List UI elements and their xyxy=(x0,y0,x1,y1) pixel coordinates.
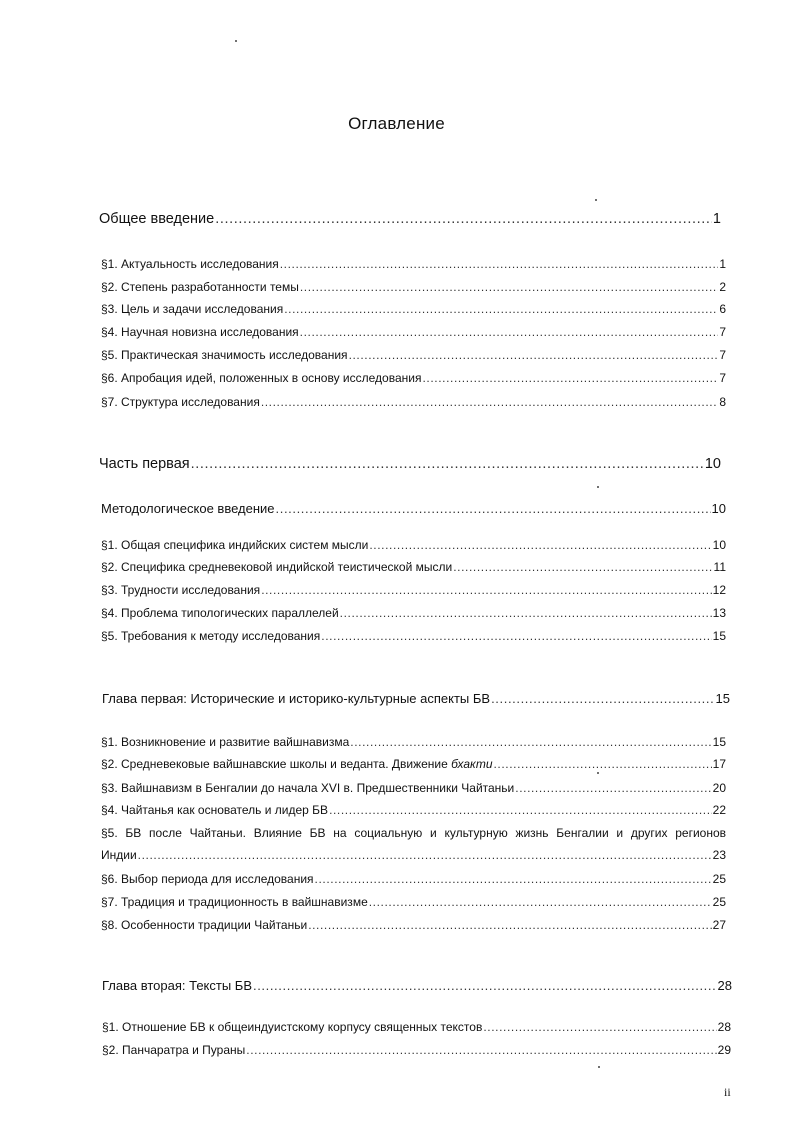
toc-label: §4. Проблема типологических параллелей xyxy=(101,606,339,620)
toc-item xyxy=(101,280,726,294)
toc-item xyxy=(101,735,726,749)
toc-item xyxy=(101,803,726,817)
toc-leader-dots xyxy=(246,1043,716,1057)
toc-page-number: 20 xyxy=(712,781,726,795)
toc-label-text: §2. Средневековые вайшнавские школы и веданта. Движение xyxy=(101,757,452,771)
toc-leader-dots xyxy=(308,918,711,932)
toc-leader-dots xyxy=(215,211,712,227)
toc-item xyxy=(101,918,726,932)
toc-label: §5. Требования к методу исследования xyxy=(101,629,321,643)
toc-leader-dots xyxy=(191,456,704,472)
toc-label: §1. Возникновение и развитие вайшнавизма xyxy=(101,735,350,749)
scan-speck xyxy=(597,772,599,774)
toc-label: §1. Общая специфика индийских систем мысли xyxy=(101,538,369,552)
toc-leader-dots xyxy=(329,803,712,817)
toc-item xyxy=(101,395,726,409)
toc-page-number: 22 xyxy=(712,803,726,817)
toc-page-number: 2 xyxy=(719,280,726,294)
toc-item xyxy=(101,872,726,886)
toc-label: §5. Практическая значимость исследования xyxy=(101,348,348,362)
toc-leader-dots xyxy=(284,302,718,316)
toc-heading-chapter-two xyxy=(102,978,732,993)
toc-label: §2. Панчаратра и Пураны xyxy=(102,1043,246,1057)
toc-page-number: 7 xyxy=(719,325,726,339)
toc-item xyxy=(101,895,726,909)
toc-label: §7. Традиция и традиционность в вайшнавизме xyxy=(101,895,368,909)
toc-leader-dots xyxy=(494,757,712,771)
toc-label: §1. Отношение БВ к общеиндуистскому корпусу священных текстов xyxy=(102,1020,483,1034)
toc-page-number: 11 xyxy=(713,560,726,574)
toc-heading-general-introduction xyxy=(99,211,721,227)
toc-item xyxy=(101,583,726,597)
toc-item xyxy=(101,348,726,362)
toc-page-number: 15 xyxy=(715,691,730,706)
toc-label: Общее введение xyxy=(99,211,215,227)
toc-subheading-methodological-introduction xyxy=(101,501,726,516)
toc-label: §7. Структура исследования xyxy=(101,395,260,409)
toc-page-number: 29 xyxy=(717,1043,731,1057)
toc-item xyxy=(101,538,726,552)
toc-leader-dots xyxy=(261,395,719,409)
toc-label: §3. Трудности исследования xyxy=(101,583,261,597)
toc-item xyxy=(101,560,726,574)
toc-leader-dots xyxy=(350,735,711,749)
toc-label: §3. Цель и задачи исследования xyxy=(101,302,284,316)
toc-label: §2. Степень разработанности темы xyxy=(101,280,299,294)
toc-leader-dots xyxy=(483,1020,716,1034)
toc-leader-dots xyxy=(369,895,712,909)
scan-speck xyxy=(598,1066,600,1068)
toc-heading-part-one xyxy=(99,456,721,472)
toc-label: §6. Выбор периода для исследования xyxy=(101,872,314,886)
toc-label: §4. Научная новизна исследования xyxy=(101,325,299,339)
page-title: Оглавление xyxy=(348,114,445,133)
toc-label: Методологическое введение xyxy=(101,501,275,516)
toc-page-number: 8 xyxy=(719,395,726,409)
toc-leader-dots xyxy=(321,629,711,643)
toc-leader-dots xyxy=(491,691,714,706)
toc-label: §2. Специфика средневековой индийской теистической мысли xyxy=(101,560,453,574)
page-number: ii xyxy=(724,1085,731,1099)
toc-leader-dots xyxy=(280,257,719,271)
toc-page-number: 1 xyxy=(719,257,726,271)
toc-label: §6. Апробация идей, положенных в основу исследования xyxy=(101,371,422,385)
toc-page-number: 25 xyxy=(712,895,726,909)
toc-item xyxy=(101,757,726,771)
toc-page-number: 25 xyxy=(712,872,726,886)
toc-page-number: 17 xyxy=(712,757,726,771)
toc-label: Глава вторая: Тексты БВ xyxy=(102,978,252,993)
toc-label: Часть первая xyxy=(99,456,190,472)
toc-leader-dots xyxy=(300,280,718,294)
toc-leader-dots xyxy=(422,371,718,385)
toc-leader-dots xyxy=(515,781,711,795)
toc-page-number: 13 xyxy=(712,606,726,620)
toc-item xyxy=(101,606,726,620)
toc-leader-dots xyxy=(138,848,712,862)
toc-item xyxy=(101,257,726,271)
toc-page-number: 27 xyxy=(712,918,726,932)
toc-page-number: 10 xyxy=(712,538,726,552)
toc-item xyxy=(101,781,726,795)
toc-label: §8. Особенности традиции Чайтаньи xyxy=(101,918,308,932)
toc-item-line-1: §5. БВ после Чайтаньи. Влияние БВ на социальную и культурную жизнь Бенгалии и других регионов xyxy=(101,826,726,840)
scan-speck xyxy=(595,199,597,201)
toc-leader-dots xyxy=(349,348,719,362)
scan-speck xyxy=(597,486,599,488)
toc-page-number: 12 xyxy=(712,583,726,597)
toc-leader-dots xyxy=(340,606,712,620)
toc-leader-dots xyxy=(276,501,711,516)
scan-speck xyxy=(235,40,237,42)
toc-leader-dots xyxy=(453,560,712,574)
toc-leader-dots xyxy=(253,978,717,993)
toc-leader-dots xyxy=(300,325,719,339)
toc-item xyxy=(102,1043,731,1057)
toc-page-number: 10 xyxy=(704,456,721,472)
toc-item xyxy=(101,325,726,339)
toc-page-number: 1 xyxy=(712,211,721,227)
toc-label: §1. Актуальность исследования xyxy=(101,257,279,271)
toc-label-italic: бхакти xyxy=(451,757,493,771)
toc-leader-dots xyxy=(315,872,712,886)
toc-item-line-2 xyxy=(101,848,726,862)
toc-label: §3. Вайшнавизм в Бенгалии до начала XVI в. Предшественники Чайтаньи xyxy=(101,781,515,795)
toc-page-number: 28 xyxy=(717,978,732,993)
toc-page-number: 15 xyxy=(712,629,726,643)
toc-item xyxy=(102,1020,731,1034)
toc-leader-dots xyxy=(369,538,711,552)
toc-label: Глава первая: Исторические и историко-культурные аспекты БВ xyxy=(102,691,491,706)
toc-item xyxy=(101,302,726,316)
toc-page-number: 28 xyxy=(717,1020,731,1034)
toc-page-number: 6 xyxy=(719,302,726,316)
toc-page-number: 23 xyxy=(712,848,726,862)
toc-page-number: 10 xyxy=(711,501,726,516)
toc-page-number: 7 xyxy=(719,371,726,385)
toc-page-number: 15 xyxy=(712,735,726,749)
toc-leader-dots xyxy=(261,583,711,597)
toc-item xyxy=(101,629,726,643)
toc-label xyxy=(101,757,493,771)
toc-label: §4. Чайтанья как основатель и лидер БВ xyxy=(101,803,329,817)
toc-page-number: 7 xyxy=(719,348,726,362)
toc-item xyxy=(101,371,726,385)
toc-heading-chapter-one xyxy=(102,691,730,706)
toc-label: Индии xyxy=(101,848,137,862)
